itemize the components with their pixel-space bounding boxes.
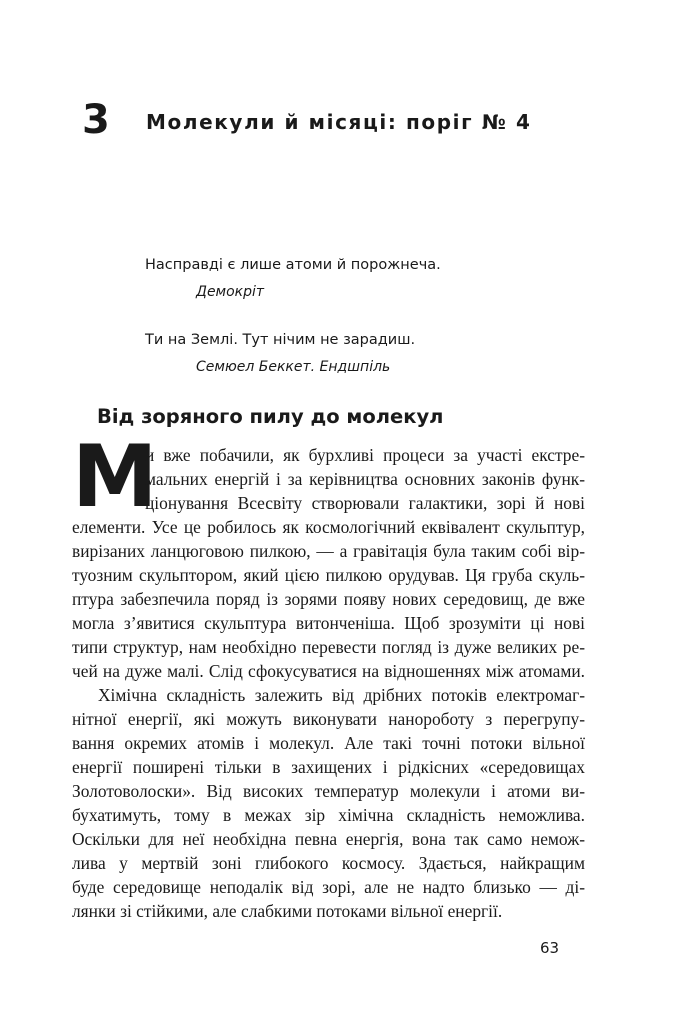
body-line: енергії поширені тільки в захищених і рідкісних «середовищах bbox=[72, 757, 585, 777]
section-heading: Від зоряного пилу до молекул bbox=[97, 405, 444, 428]
body-line: Золотоволоски». Від високих температур молекули і атоми ви- bbox=[72, 781, 585, 801]
page-number: 63 bbox=[540, 939, 560, 957]
body-line: и вже побачили, як бурхливі процеси за участі екстре- bbox=[145, 445, 585, 465]
body-line: вання окремих атомів і молекул. Але такі точні потоки вільної bbox=[72, 733, 585, 753]
epigraph-author-1: Демокріт bbox=[196, 284, 265, 300]
epigraph-quote-2: Ти на Землі. Тут нічим не зарадиш. bbox=[145, 332, 416, 348]
body-line: Хімічна складність залежить від дрібних потоків електромаг- bbox=[98, 685, 585, 705]
body-line: елементи. Усе це робилось як космологічний еквівалент скульптур, bbox=[72, 517, 585, 537]
body-line: Оскільки для неї необхідна певна енергія, вона так само немож- bbox=[72, 829, 585, 849]
chapter-number: 3 bbox=[82, 97, 110, 143]
epigraph-author-2: Семюел Беккет. Ендшпіль bbox=[196, 359, 391, 375]
epigraph-quote-1: Насправді є лише атоми й порожнеча. bbox=[145, 257, 441, 273]
body-line: птура забезпечила поряд із зорями появу нових середовищ, де вже bbox=[72, 589, 585, 609]
body-line: могла з’явитися скульптура витонченіша. Щоб зрозуміти ці нові bbox=[72, 613, 585, 633]
chapter-title: Молекули й місяці: поріг № 4 bbox=[146, 110, 532, 134]
body-line: туозним скульптором, який цією пилкою орудував. Ця груба скуль- bbox=[72, 565, 585, 585]
body-line: лива у мертвій зоні глибокого космосу. Здається, найкращим bbox=[72, 853, 585, 873]
body-line: бухатимуть, тому в межах зір хімічна складність неможлива. bbox=[72, 805, 585, 825]
body-line: мальних енергій і за керівництва основних законів функ- bbox=[145, 469, 585, 489]
body-line: буде середовище неподалік від зорі, але не надто близько — ді- bbox=[72, 877, 585, 897]
body-line: вирізаних ланцюговою пилкою, — а гравітація була таким собі вір- bbox=[72, 541, 585, 561]
body-line: лянки зі стійкими, але слабкими потоками вільної енергії. bbox=[72, 901, 503, 921]
body-line: чей на дуже малі. Слід сфокусуватися на відношеннях між атомами. bbox=[72, 661, 585, 681]
body-line: нітної енергії, які можуть виконувати нанороботу з перегрупу- bbox=[72, 709, 585, 729]
body-line: ціонування Всесвіту створювали галактики, зорі й нові bbox=[145, 493, 585, 513]
body-line: типи структур, нам необхідно перевести погляд із дуже великих ре- bbox=[72, 637, 585, 657]
drop-cap: М bbox=[72, 427, 158, 527]
